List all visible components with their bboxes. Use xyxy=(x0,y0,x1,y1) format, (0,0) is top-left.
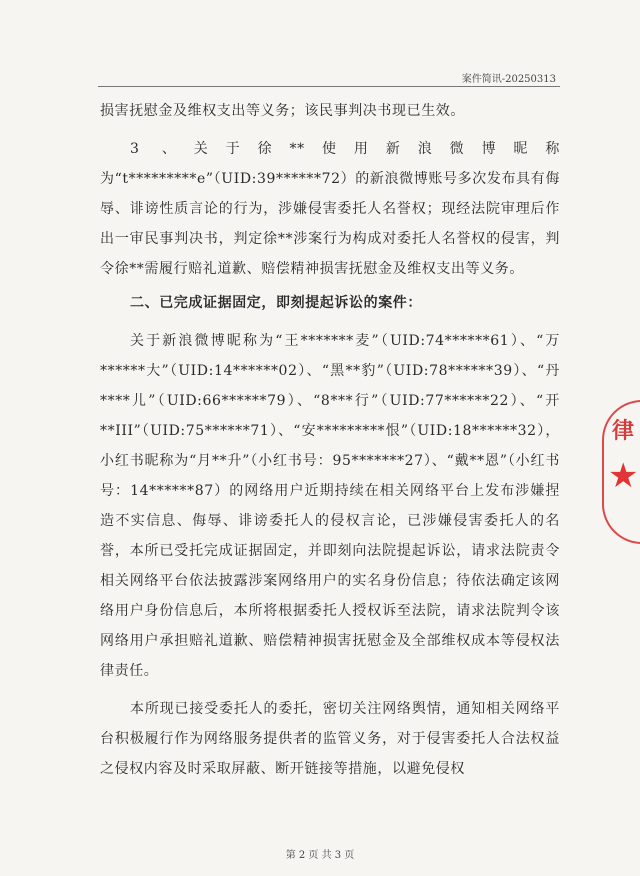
document-body xyxy=(100,96,560,784)
paragraph-item-3: 3 、关于徐**使用新浪微博昵称为“t*********e”（UID:39******72）的新浪微博账号多次发布具有侮辱、诽谤性质言论的行为，涉嫌侵害委托人名誉权；现经法院审理后作出一审民事判决书，判定徐**涉案行为构成对委托人名誉权的侵害，判令徐**需履行赔礼道歉、赔偿精神损害抚慰金及维权支出等义务。 xyxy=(100,141,560,277)
paragraph-commission: 本所现已接受委托人的委托，密切关注网络舆情，通知相关网络平台积极履行作为网络服务提供者的监管义务，对于侵害委托人合法权益之侵权内容及时采取屏蔽、断开链接等措施，以避免侵权 xyxy=(100,701,560,777)
paragraph-pending-cases: 关于新浪微博昵称为“王*******麦”（UID:74******61）、“万******大”（UID:14******02）、“黑**豹”（UID:78******39）、“丹****儿”（UID:66******79）、“8***行”（UID:77******22）、“开**III”（UID:75******71）、“安*********恨”（UID:18******32），小红书昵称为“月**升”（小红书号：95*******27）、“戴**恩”（小红书号：14******87）的网络用户近期持续在相关网络平台上发布涉嫌捏造不实信息、侮辱、诽谤委托人的侵权言论，已涉嫌侵害委托人的名誉，本所已受托完成证据固定，并即刻向法院提起诉讼，请求法院责令相关网络平台依法披露涉案网络用户的实名身份信息；待依法确定该网络用户身份信息后，本所将根据委托人授权诉至法院，请求法院判令该网络用户承担赔礼道歉、赔偿精神损害抚慰金及全部维权成本等侵权法律责任。 xyxy=(100,333,560,679)
header-reference: 案件简讯-20250313 xyxy=(461,74,556,85)
paragraph-continuation: 损害抚慰金及维权支出等义务；该民事判决书现已生效。 xyxy=(100,103,465,119)
seal-character: 律 xyxy=(612,418,635,444)
header-rule xyxy=(98,86,560,87)
star-icon: ★ xyxy=(608,456,639,496)
law-firm-seal xyxy=(602,400,640,544)
page-number: 第 2 页 共 3 页 xyxy=(285,850,355,861)
section-heading-2: 二、已完成证据固定，即刻提起诉讼的案件： xyxy=(130,295,422,311)
